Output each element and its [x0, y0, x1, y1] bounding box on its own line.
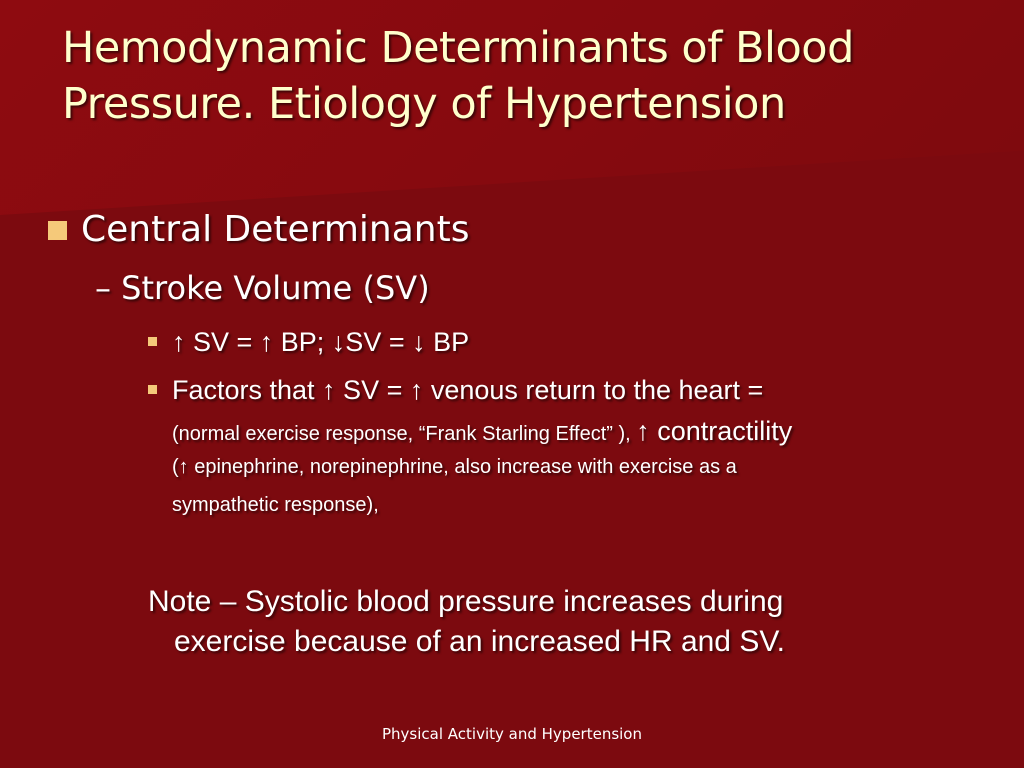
small-square-bullet-icon — [148, 385, 157, 394]
note-line-2: exercise because of an increased HR and SV. — [174, 625, 785, 658]
slide-footer: Physical Activity and Hypertension — [382, 725, 642, 743]
slide-title — [62, 20, 962, 132]
bullet-text: ↑ SV = ↑ BP; ↓SV = ↓ BP — [172, 327, 470, 357]
note-paragraph — [148, 582, 908, 662]
factors-line-2-text: (normal exercise response, “Frank Starling Effect” ), — [172, 423, 637, 445]
bullet-central-determinants — [48, 206, 469, 254]
factors-line-4: sympathetic response), — [172, 494, 379, 516]
factors-line-3: (↑ epinephrine, norepinephrine, also increase with exercise as a — [172, 456, 737, 478]
square-bullet-icon — [48, 221, 67, 240]
note-line-1: Note – Systolic blood pressure increases during — [148, 585, 784, 618]
factors-line-1: Factors that ↑ SV = ↑ venous return to the heart = — [172, 375, 764, 405]
factors-line-2 — [172, 414, 792, 451]
bullet-label: Central Determinants — [81, 209, 470, 250]
sub-bullet-stroke-volume: – Stroke Volume (SV) — [95, 269, 430, 307]
title-line-2: Pressure. Etiology of Hypertension — [62, 79, 786, 129]
title-line-1: Hemodynamic Determinants of Blood — [62, 23, 854, 73]
small-square-bullet-icon — [148, 337, 157, 346]
contractility-text: ↑ contractility — [636, 416, 793, 446]
